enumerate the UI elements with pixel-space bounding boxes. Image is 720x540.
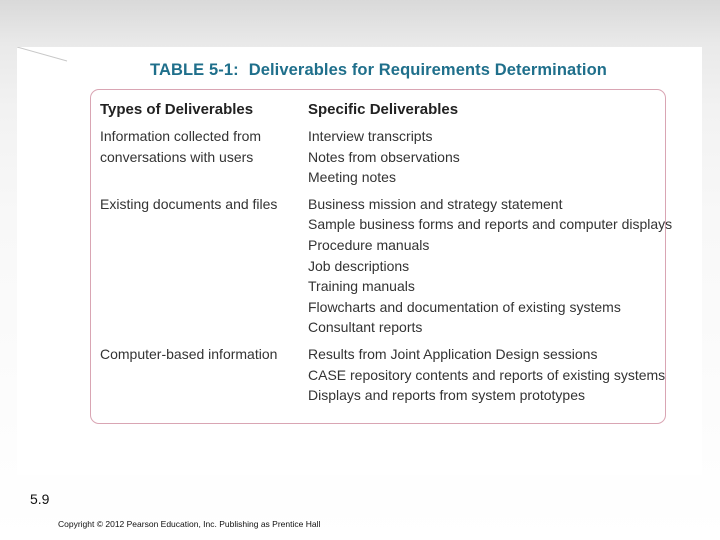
type-column (100, 100, 277, 371)
specific-item: Flowcharts and documentation of existing systems (308, 298, 621, 315)
slide-number: 5.9 (30, 491, 50, 507)
type-cell (100, 126, 277, 188)
specific-cell (308, 344, 672, 406)
deliverables-table (90, 89, 673, 424)
type-line: Computer-based information (100, 345, 278, 362)
specific-item: Notes from observations (308, 148, 460, 165)
specific-item: Consultant reports (308, 319, 423, 336)
specific-cell (308, 194, 672, 338)
type-line: Information collected from (100, 128, 262, 144)
specific-cell (308, 126, 672, 188)
slide-panel (17, 47, 702, 475)
specific-item: Meeting notes (308, 169, 396, 186)
specific-item: CASE repository contents and reports of existing systems (308, 366, 666, 383)
specific-item: Training manuals (308, 278, 415, 295)
corner-decoration (17, 47, 77, 67)
table-number: TABLE 5-1: (150, 61, 239, 79)
specific-item: Sample business forms and reports and computer displays (308, 216, 673, 233)
specific-item: Job descriptions (308, 257, 410, 274)
specific-column (308, 100, 672, 412)
type-column-header: Types of Deliverables (100, 101, 254, 118)
specific-item: Procedure manuals (308, 236, 430, 253)
type-cell (100, 344, 277, 365)
specific-item: Displays and reports from system prototypes (308, 387, 585, 404)
specific-item: Results from Joint Application Design sessions (308, 345, 598, 362)
type-cell (100, 194, 277, 338)
specific-item: Business mission and strategy statement (308, 195, 563, 212)
copyright-notice: Copyright © 2012 Pearson Education, Inc. Publishing as Prentice Hall (58, 519, 321, 529)
table-title-text: Deliverables for Requirements Determination (248, 61, 607, 79)
table-title (150, 61, 607, 80)
type-line: Existing documents and files (100, 195, 278, 212)
specific-item: Interview transcripts (308, 128, 433, 144)
specific-column-header: Specific Deliverables (308, 101, 459, 118)
type-line: conversations with users (100, 148, 254, 165)
